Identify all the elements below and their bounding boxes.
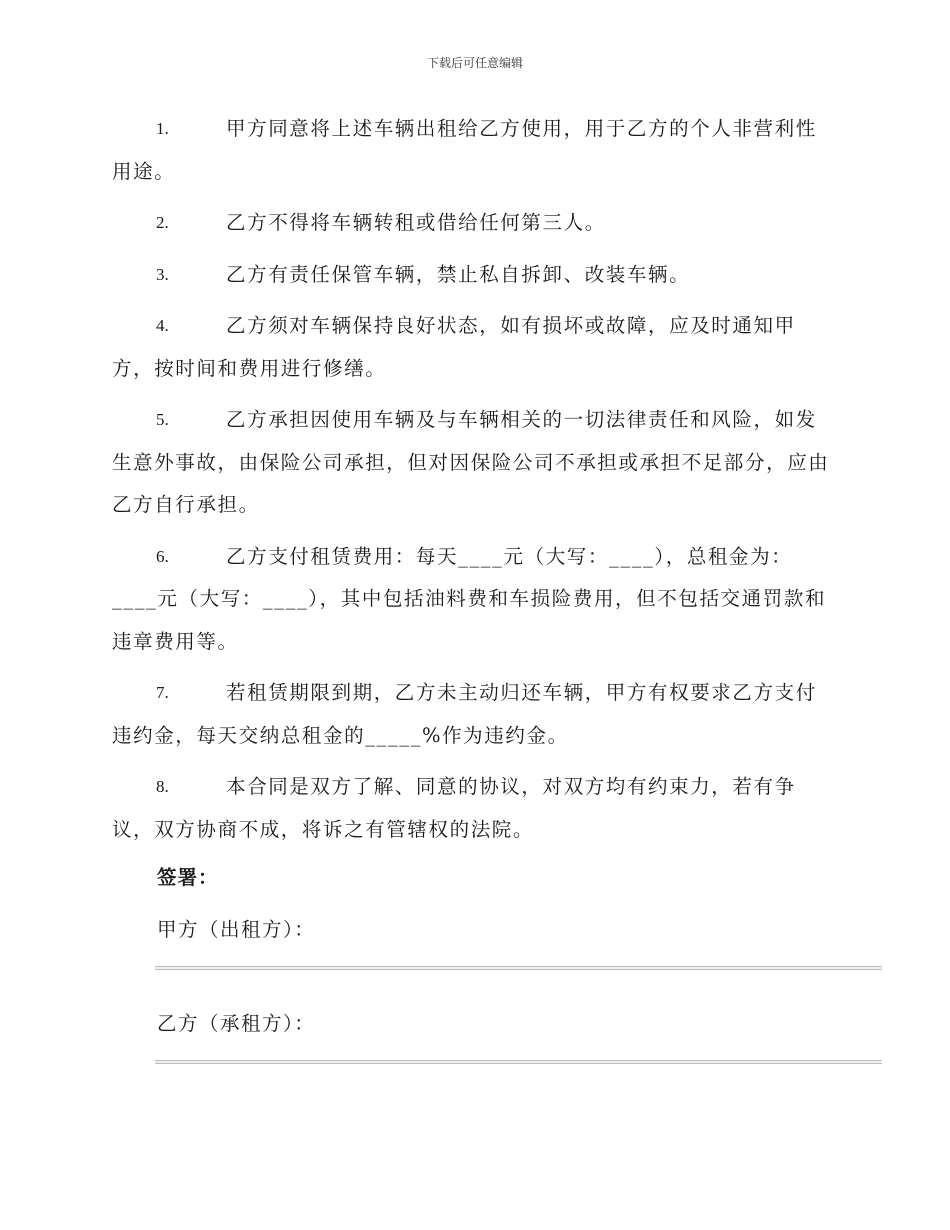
page-header: 下载后可任意编辑 [426,56,523,70]
clause-7 [112,672,834,757]
clause-text: 乙方支付租赁费用：每天____元（大写：____），总租金为：____元（大写：____），其中包括油料费和车损险费用，但不包括交通罚款和违章费用等。 [112,544,827,653]
clause-4 [112,305,834,390]
clause-number: 6. [156,546,169,566]
clause-text: 甲方同意将上述车辆出租给乙方使用，用于乙方的个人非营利性用途。 [112,117,817,183]
clause-2 [112,202,834,245]
clause-number: 4. [156,316,169,335]
clause-number: 3. [156,264,169,284]
clause-list [112,108,834,860]
clause-number: 8. [156,777,169,796]
party-a-label: 甲方（出租方）： [157,918,316,941]
clause-text: 乙方有责任保管车辆，禁止私自拆卸、改装车辆。 [226,262,691,286]
clause-text: 乙方承担因使用车辆及与车辆相关的一切法律责任和风险，如发生意外事故，由保险公司承担，但对因保险公司不承担或承担不足部分，应由乙方自行承担。 [112,408,830,516]
clause-number: 1. [156,119,169,138]
party-b-label: 乙方（承租方）： [157,1012,316,1035]
clause-6 [112,536,834,664]
clause-number: 5. [156,410,169,429]
clause-text: 若租赁期限到期，乙方未主动归还车辆，甲方有权要求乙方支付违约金，每天交纳总租金的_____%作为违约金。 [112,681,817,747]
clause-text: 本合同是双方了解、同意的协议，对双方均有约束力，若有争议，双方协商不成，将诉之有管辖权的法院。 [112,775,796,841]
party-b-signature-line [155,1060,882,1064]
clause-number: 2. [156,213,169,232]
clause-text: 乙方须对车辆保持良好状态，如有损坏或故障，应及时通知甲方，按时间和费用进行修缮。 [112,314,796,380]
clause-number: 7. [156,683,169,702]
signature-title: 签署： [157,866,219,889]
party-a-signature-line [155,966,882,970]
clause-8 [112,766,834,851]
clause-text: 乙方不得将车辆转租或借给任何第三人。 [226,211,606,234]
clause-3 [112,254,834,297]
clause-1 [112,108,834,193]
clause-5 [112,399,834,527]
